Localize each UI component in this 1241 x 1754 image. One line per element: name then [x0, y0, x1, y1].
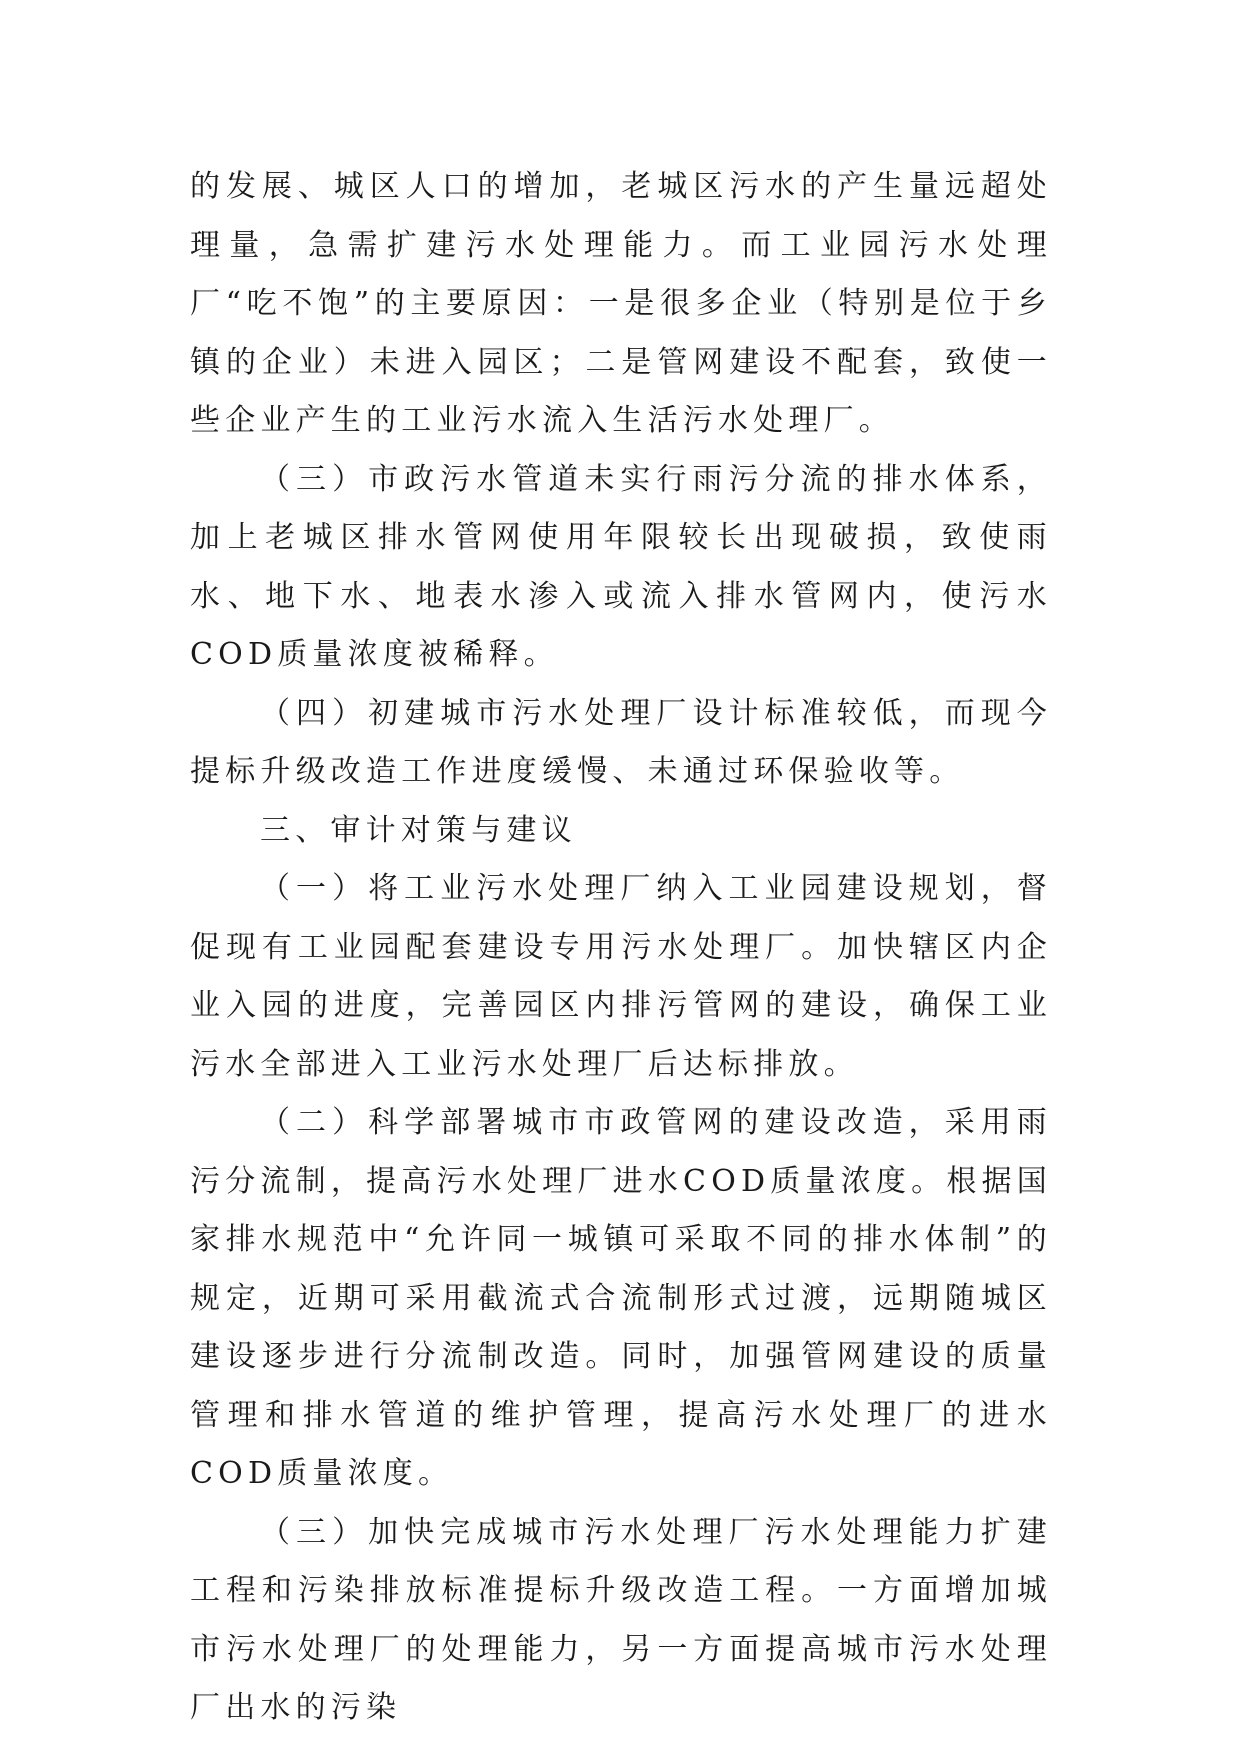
section-heading: 三、审计对策与建议	[260, 812, 577, 848]
paragraph-continued: 的发展、城区人口的增加，老城区污水的产生量远超处理量，急需扩建污水处理能力。而工业园污水处理厂“吃不饱”的主要原因：一是很多企业（特别是位于乡镇的企业）未进入园区；二是管网建设不配套，致使一些企业产生的工业污水流入生活污水处理厂。	[190, 169, 1052, 438]
suggestion-network-separation: （二）科学部署城市市政管网的建设改造，采用雨污分流制，提高污水处理厂进水COD质量浓度。根据国家排水规范中“允许同一城镇可采取不同的排水体制”的规定，近期可采用截流式合流制形式过渡，远期随城区建设逐步进行分流制改造。同时，加强管网建设的质量管理和排水管道的维护管理，提高污水处理厂的进水COD质量浓度。	[190, 1105, 1052, 1491]
paragraph-design-standard: （四）初建城市污水处理厂设计标准较低，而现今提标升级改造工作进度缓慢、未通过环保验收等。	[190, 695, 1052, 789]
suggestion-capacity-upgrade: （三）加快完成城市污水处理厂污水处理能力扩建工程和污染排放标准提标升级改造工程。一方面增加城市污水处理厂的处理能力，另一方面提高城市污水处理厂出水的污染	[190, 1514, 1052, 1725]
suggestion-industrial-plant: （一）将工业污水处理厂纳入工业园建设规划，督促现有工业园配套建设专用污水处理厂。加快辖区内企业入园的进度，完善园区内排污管网的建设，确保工业污水全部进入工业污水处理厂后达标排放。	[190, 871, 1052, 1082]
paragraph-sewer-network: （三）市政污水管道未实行雨污分流的排水体系，加上老城区排水管网使用年限较长出现破损，致使雨水、地下水、地表水渗入或流入排水管网内，使污水COD质量浓度被稀释。	[190, 461, 1052, 672]
document-body	[190, 158, 1052, 1738]
